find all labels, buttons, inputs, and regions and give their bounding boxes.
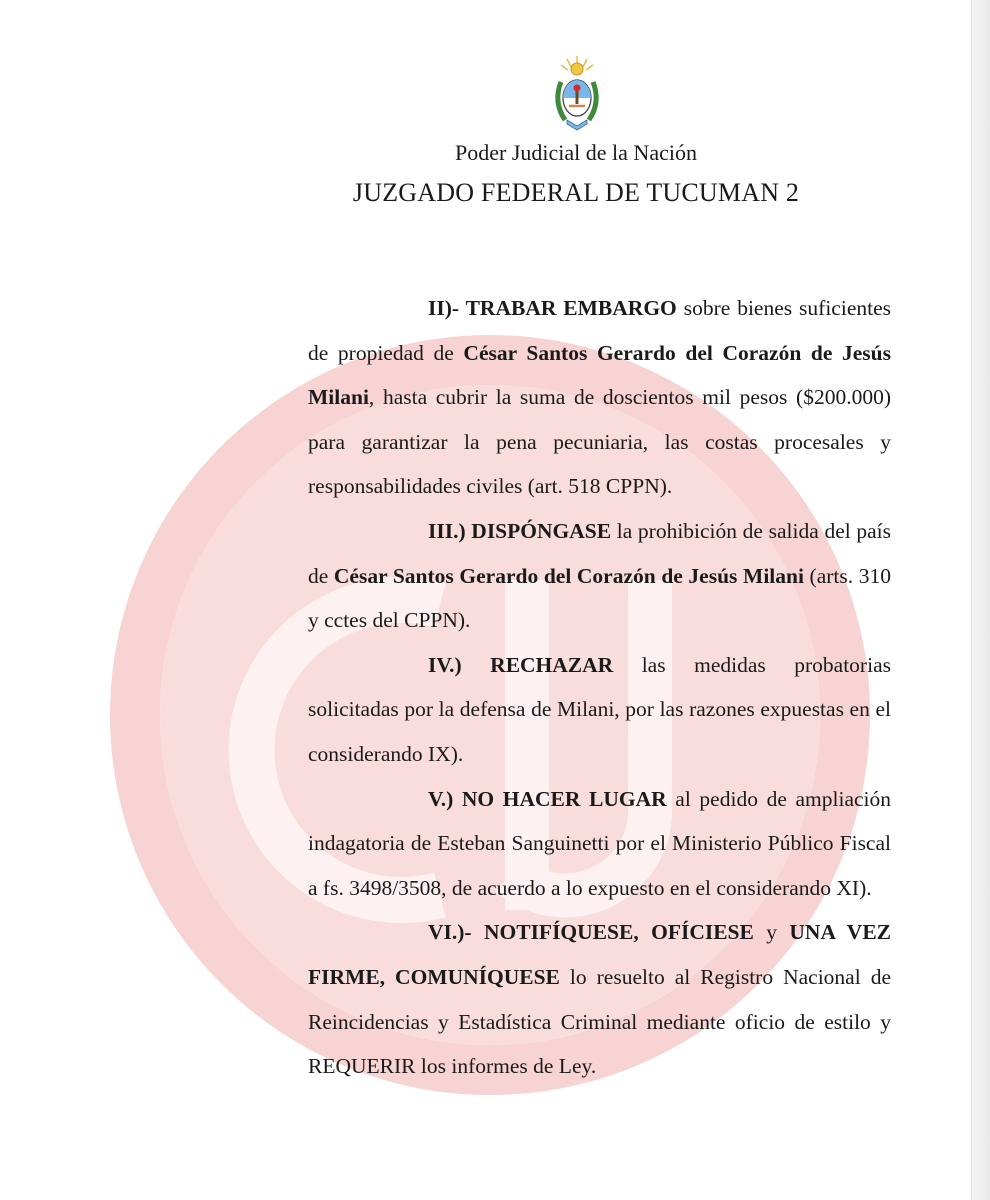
bold-text: IV.) RECHAZAR: [428, 652, 614, 677]
bold-text: III.) DISPÓNGASE: [428, 518, 612, 543]
bold-text: V.) NO HACER LUGAR: [428, 786, 667, 811]
bold-text: VI.)- NOTIFÍQUESE, OFÍCIESE: [428, 920, 754, 945]
bold-text: II)- TRABAR EMBARGO: [428, 296, 677, 320]
bold-text: UNA VEZ FIRME, COMUNÍQUESE: [308, 920, 891, 989]
paragraph-notifiquese: [308, 910, 891, 1088]
bold-text: César Santos Gerardo del Corazón de Jesús Milani: [308, 340, 891, 410]
court-header: JUZGADO FEDERAL DE TUCUMAN 2: [352, 178, 800, 207]
institution-header: Poder Judicial de la Nación: [455, 140, 697, 165]
body-text: lo resuelto al Registro Nacional de Reincidencias y Estadística Criminal mediante oficio de estilo y REQUERIR los informes de Ley.: [308, 964, 891, 1079]
paragraph-no-hacer-lugar: [308, 777, 891, 911]
body-text: (arts. 310 y cctes del CPPN).: [308, 563, 891, 633]
body-text: sobre bienes suficientes de propiedad de: [308, 296, 891, 365]
coat-of-arms-icon: [549, 54, 605, 132]
body-text: la prohibición de salida del país de: [308, 518, 891, 588]
body-text: y: [753, 920, 790, 945]
paragraph-rechazar: [308, 643, 891, 777]
paragraph-embargo: [308, 286, 891, 509]
bold-text: César Santos Gerardo del Corazón de Jesús Milani: [333, 563, 804, 588]
paragraph-prohibicion-salida: [308, 509, 891, 643]
resolution-body: [308, 286, 891, 1089]
body-text: , hasta cubrir la suma de doscientos mil pesos ($200.000) para garantizar la pena pecuniaria, las costas procesales y responsabilidades civiles (art. 518 CPPN).: [308, 385, 891, 499]
body-text: las medidas probatorias solicitadas por la defensa de Milani, por las razones expuestas en el considerando IX).: [308, 652, 891, 766]
body-text: al pedido de ampliación indagatoria de Esteban Sanguinetti por el Ministerio Público Fiscal a fs. 3498/3508, de acuerdo a lo expuesto en el considerando XI).: [308, 786, 891, 900]
